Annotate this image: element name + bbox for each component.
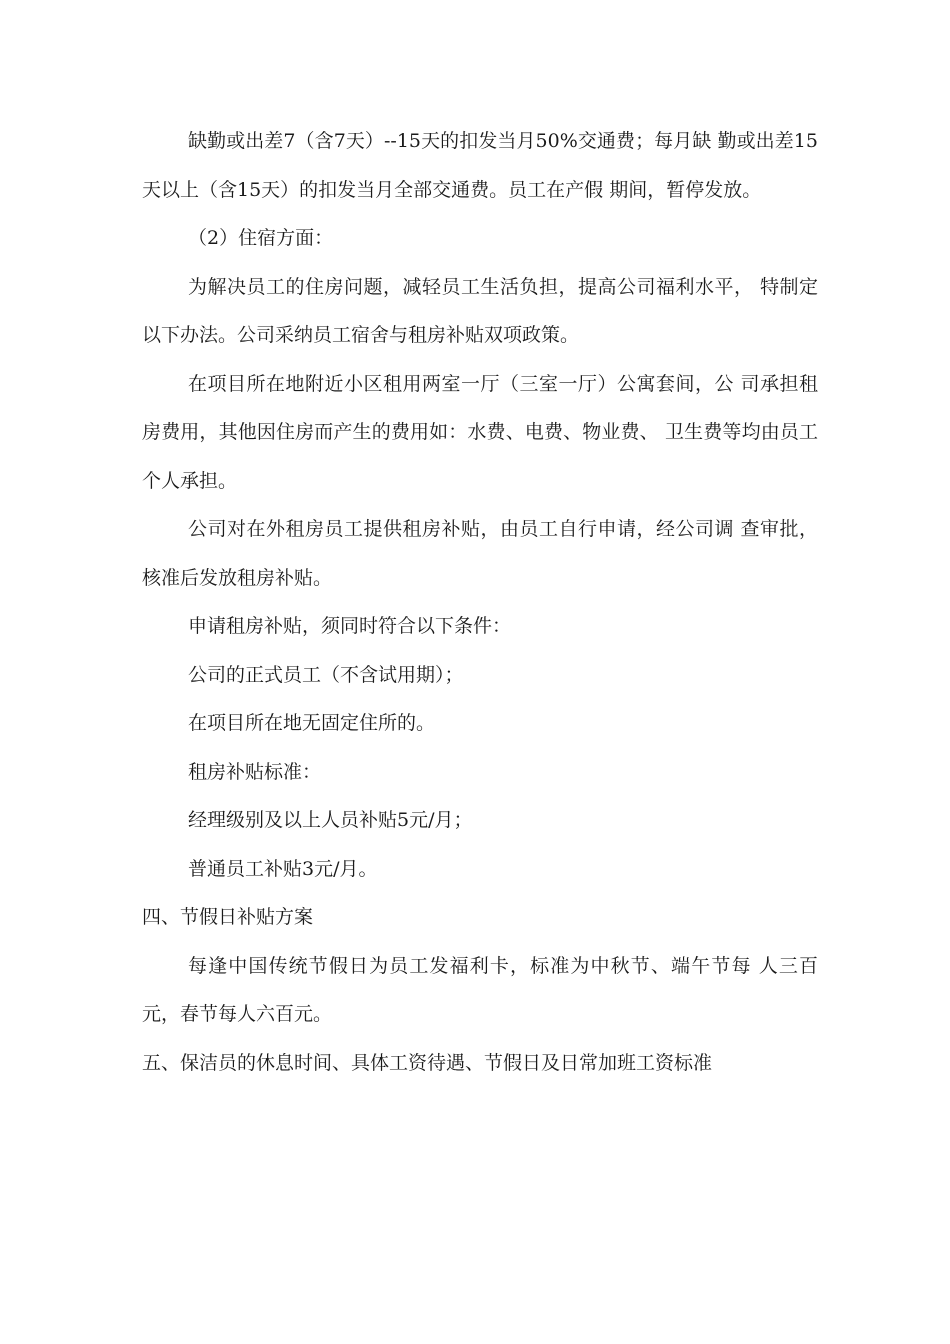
list-item-condition-formal-employee: 公司的正式员工（不含试用期）；	[188, 663, 464, 686]
section-heading-holiday: 四、节假日补贴方案	[142, 906, 314, 928]
paragraph-subsidy-conditions: 申请租房补贴，须同时符合以下条件：	[188, 615, 512, 637]
paragraph-apartment-rental: 在项目所在地附近小区租用两室一厅（三室一厅）公寓套间，公 司承担租房费用，其他因住房而产生的费用如：水费、电费、物业费、 卫生费等均由员工个人承担。	[142, 372, 818, 492]
list-item-condition-no-residence: 在项目所在地无固定住所的。	[188, 712, 436, 734]
section-heading-cleaner-standards: 五、保洁员的休息时间、具体工资待遇、节假日及日常加班工资标准	[142, 1051, 713, 1074]
paragraph-holiday-cards: 每逢中国传统节假日为员工发福利卡，标准为中秋节、端午节每 人三百元，春节每人六百元。	[142, 954, 818, 1025]
paragraph-transport-deduction: 缺勤或出差7（含7天）--15天的扣发当月50%交通费；每月缺 勤或出差15天以上（含15天）的扣发当月全部交通费。员工在产假 期间，暂停发放。	[142, 130, 818, 201]
document-body	[142, 117, 818, 1087]
list-item-staff-subsidy: 普通员工补贴3元/月。	[188, 857, 378, 880]
subheading-accommodation: （2）住宿方面：	[188, 227, 334, 249]
paragraph-housing-purpose: 为解决员工的住房问题，减轻员工生活负担，提高公司福利水平， 特制定以下办法。公司采纳员工宿舍与租房补贴双项政策。	[142, 275, 818, 346]
paragraph-subsidy-standard: 租房补贴标准：	[188, 760, 322, 783]
paragraph-rent-subsidy: 公司对在外租房员工提供租房补贴，由员工自行申请，经公司调 查审批，核准后发放租房补贴。	[142, 518, 818, 589]
list-item-manager-subsidy: 经理级别及以上人员补贴5元/月；	[188, 809, 473, 831]
